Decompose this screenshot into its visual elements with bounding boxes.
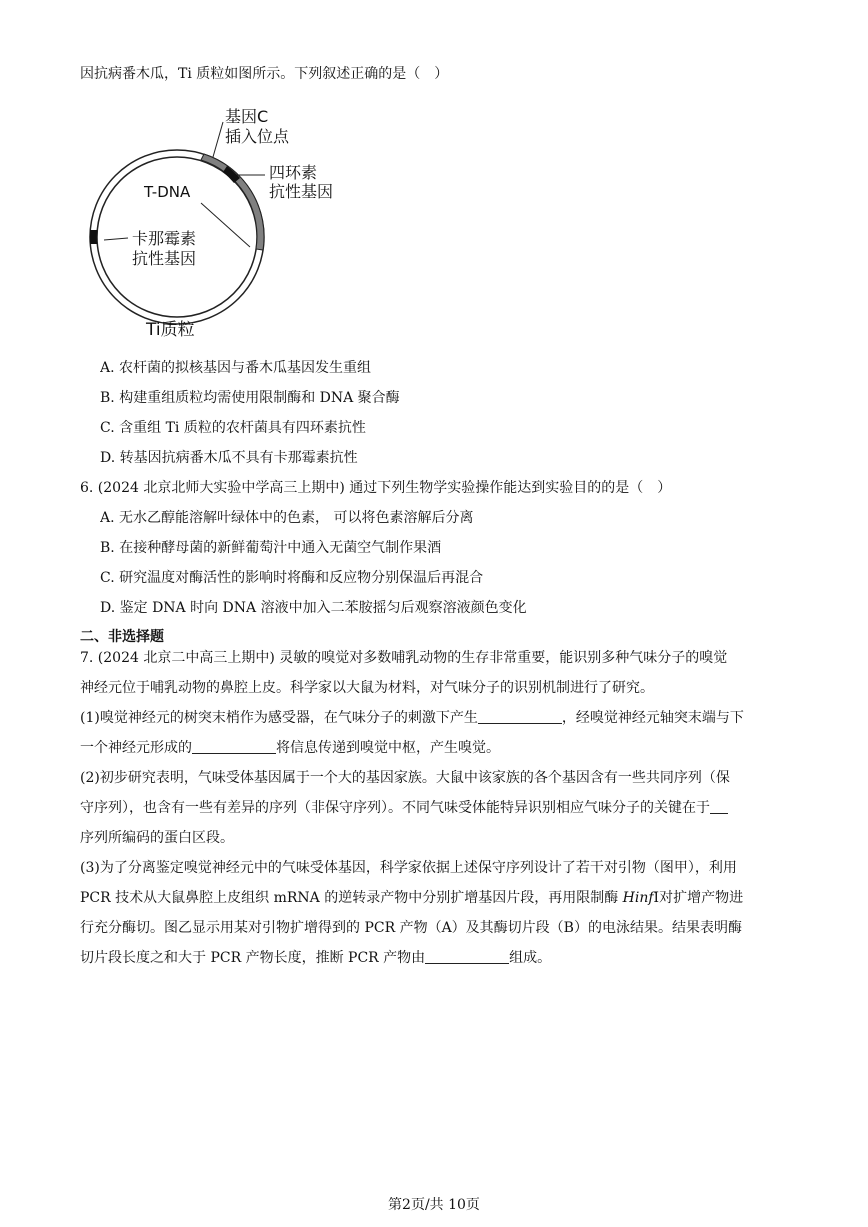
label-tetracycline-2: 抗性基因 xyxy=(269,182,334,201)
q5-option-c: C. 含重组 Ti 质粒的农杆菌具有四环素抗性 xyxy=(100,420,366,436)
q6-option-a: A. 无水乙醇能溶解叶绿体中的色素， 可以将色素溶解后分离 xyxy=(100,510,474,526)
q7-part3-text-d: 切片段长度之和大于 PCR 产物长度，推断 PCR 产物由 xyxy=(80,950,426,966)
q7-part1-text-d: 将信息传递到嗅觉中枢，产生嗅觉。 xyxy=(276,740,500,756)
leader-gene-c xyxy=(213,122,223,157)
q7-stem-line-2: 神经元位于哺乳动物的鼻腔上皮。科学家以大鼠为材料，对气味分子的识别机制进行了研究。 xyxy=(80,680,654,696)
page-footer: 第2页/共 10页 xyxy=(388,1197,480,1213)
q7-part2-line-1: (2)初步研究表明，气味受体基因属于一个大的基因家族。大鼠中该家族的各个基因含有一些共同序列（保 xyxy=(80,770,730,786)
q7-part3-line-1: (3)为了分离鉴定嗅觉神经元中的气味受体基因，科学家依据上述保守序列设计了若干对引物（图甲），利用 xyxy=(80,860,737,876)
leader-kanamycin xyxy=(104,238,128,240)
answer-blank-2[interactable] xyxy=(192,739,276,754)
q7-stem-line-1: 7. (2024 北京二中高三上期中) 灵敏的嗅觉对多数哺乳动物的生存非常重要，能识别多种气味分子的嗅觉 xyxy=(80,650,728,666)
q5-option-d: D. 转基因抗病番木瓜不具有卡那霉素抗性 xyxy=(100,450,358,466)
q7-part2-line-3: 序列所编码的蛋白区段。 xyxy=(80,830,234,846)
q7-part1-line-2 xyxy=(80,738,790,758)
q5-option-b: B. 构建重组质粒均需使用限制酶和 DNA 聚合酶 xyxy=(100,390,400,406)
kanamycin-gene-marker xyxy=(90,230,97,244)
q5-option-a: A. 农杆菌的拟核基因与番木瓜基因发生重组 xyxy=(100,360,372,376)
q7-part3-line-3: 行充分酶切。图乙显示用某对引物扩增得到的 PCR 产物（A）及其酶切片段（B）的电泳结果。结果表明酶 xyxy=(80,920,742,936)
enzyme-name: Hinf xyxy=(622,890,654,906)
label-gene-c-1: 基因C xyxy=(225,107,269,126)
answer-blank-3[interactable] xyxy=(710,799,728,814)
q7-part3-text-b: PCR 技术从大鼠鼻腔上皮组织 mRNA 的逆转录产物中分别扩增基因片段，再用限制酶 xyxy=(80,890,623,906)
tdna-segment xyxy=(201,154,264,250)
section-title: 二、非选择题 xyxy=(80,629,164,645)
q7-part3-line-2 xyxy=(80,888,790,908)
leader-tdna xyxy=(201,203,250,247)
q5-stem-tail: 因抗病番木瓜，Ti 质粒如图所示。下列叙述正确的是（ ） xyxy=(80,66,449,82)
label-tetracycline-1: 四环素 xyxy=(269,163,318,182)
q6-stem: 6. (2024 北京北师大实验中学高三上期中) 通过下列生物学实验操作能达到实验目的的是（ ） xyxy=(80,480,672,496)
label-kanamycin-2: 抗性基因 xyxy=(132,249,197,268)
label-kanamycin-1: 卡那霉素 xyxy=(132,229,197,248)
ti-plasmid-figure xyxy=(80,100,380,350)
q6-option-d: D. 鉴定 DNA 时向 DNA 溶液中加入二苯胺摇匀后观察溶液颜色变化 xyxy=(100,600,527,616)
label-gene-c-2: 插入位点 xyxy=(225,127,290,146)
q7-part2-text-b: 守序列），也含有一些有差异的序列（非保守序列）。不同气味受体能特异识别相应气味分子的关键在于 xyxy=(80,800,710,816)
q7-part1-line-1 xyxy=(80,708,790,728)
q7-part2-line-2 xyxy=(80,798,790,818)
q6-option-b: B. 在接种酵母菌的新鲜葡萄汁中通入无菌空气制作果酒 xyxy=(100,540,442,556)
q7-part3-line-4 xyxy=(80,948,790,968)
q7-part1-text-a: (1)嗅觉神经元的树突末梢作为感受器，在气味分子的刺激下产生 xyxy=(80,710,478,726)
q6-option-c: C. 研究温度对酶活性的影响时将酶和反应物分别保温后再混合 xyxy=(100,570,484,586)
answer-blank-4[interactable] xyxy=(425,949,509,964)
q7-part3-text-b-tail: Ⅰ对扩增产物进 xyxy=(653,890,744,906)
figure-caption: Ti质粒 xyxy=(146,320,195,340)
label-tdna: T-DNA xyxy=(144,183,191,201)
answer-blank-1[interactable] xyxy=(478,709,562,724)
q7-part1-text-b: ，经嗅觉神经元轴突末端与下 xyxy=(561,710,744,726)
q7-part1-text-c: 一个神经元形成的 xyxy=(80,740,192,756)
q7-part3-text-e: 组成。 xyxy=(509,950,552,966)
